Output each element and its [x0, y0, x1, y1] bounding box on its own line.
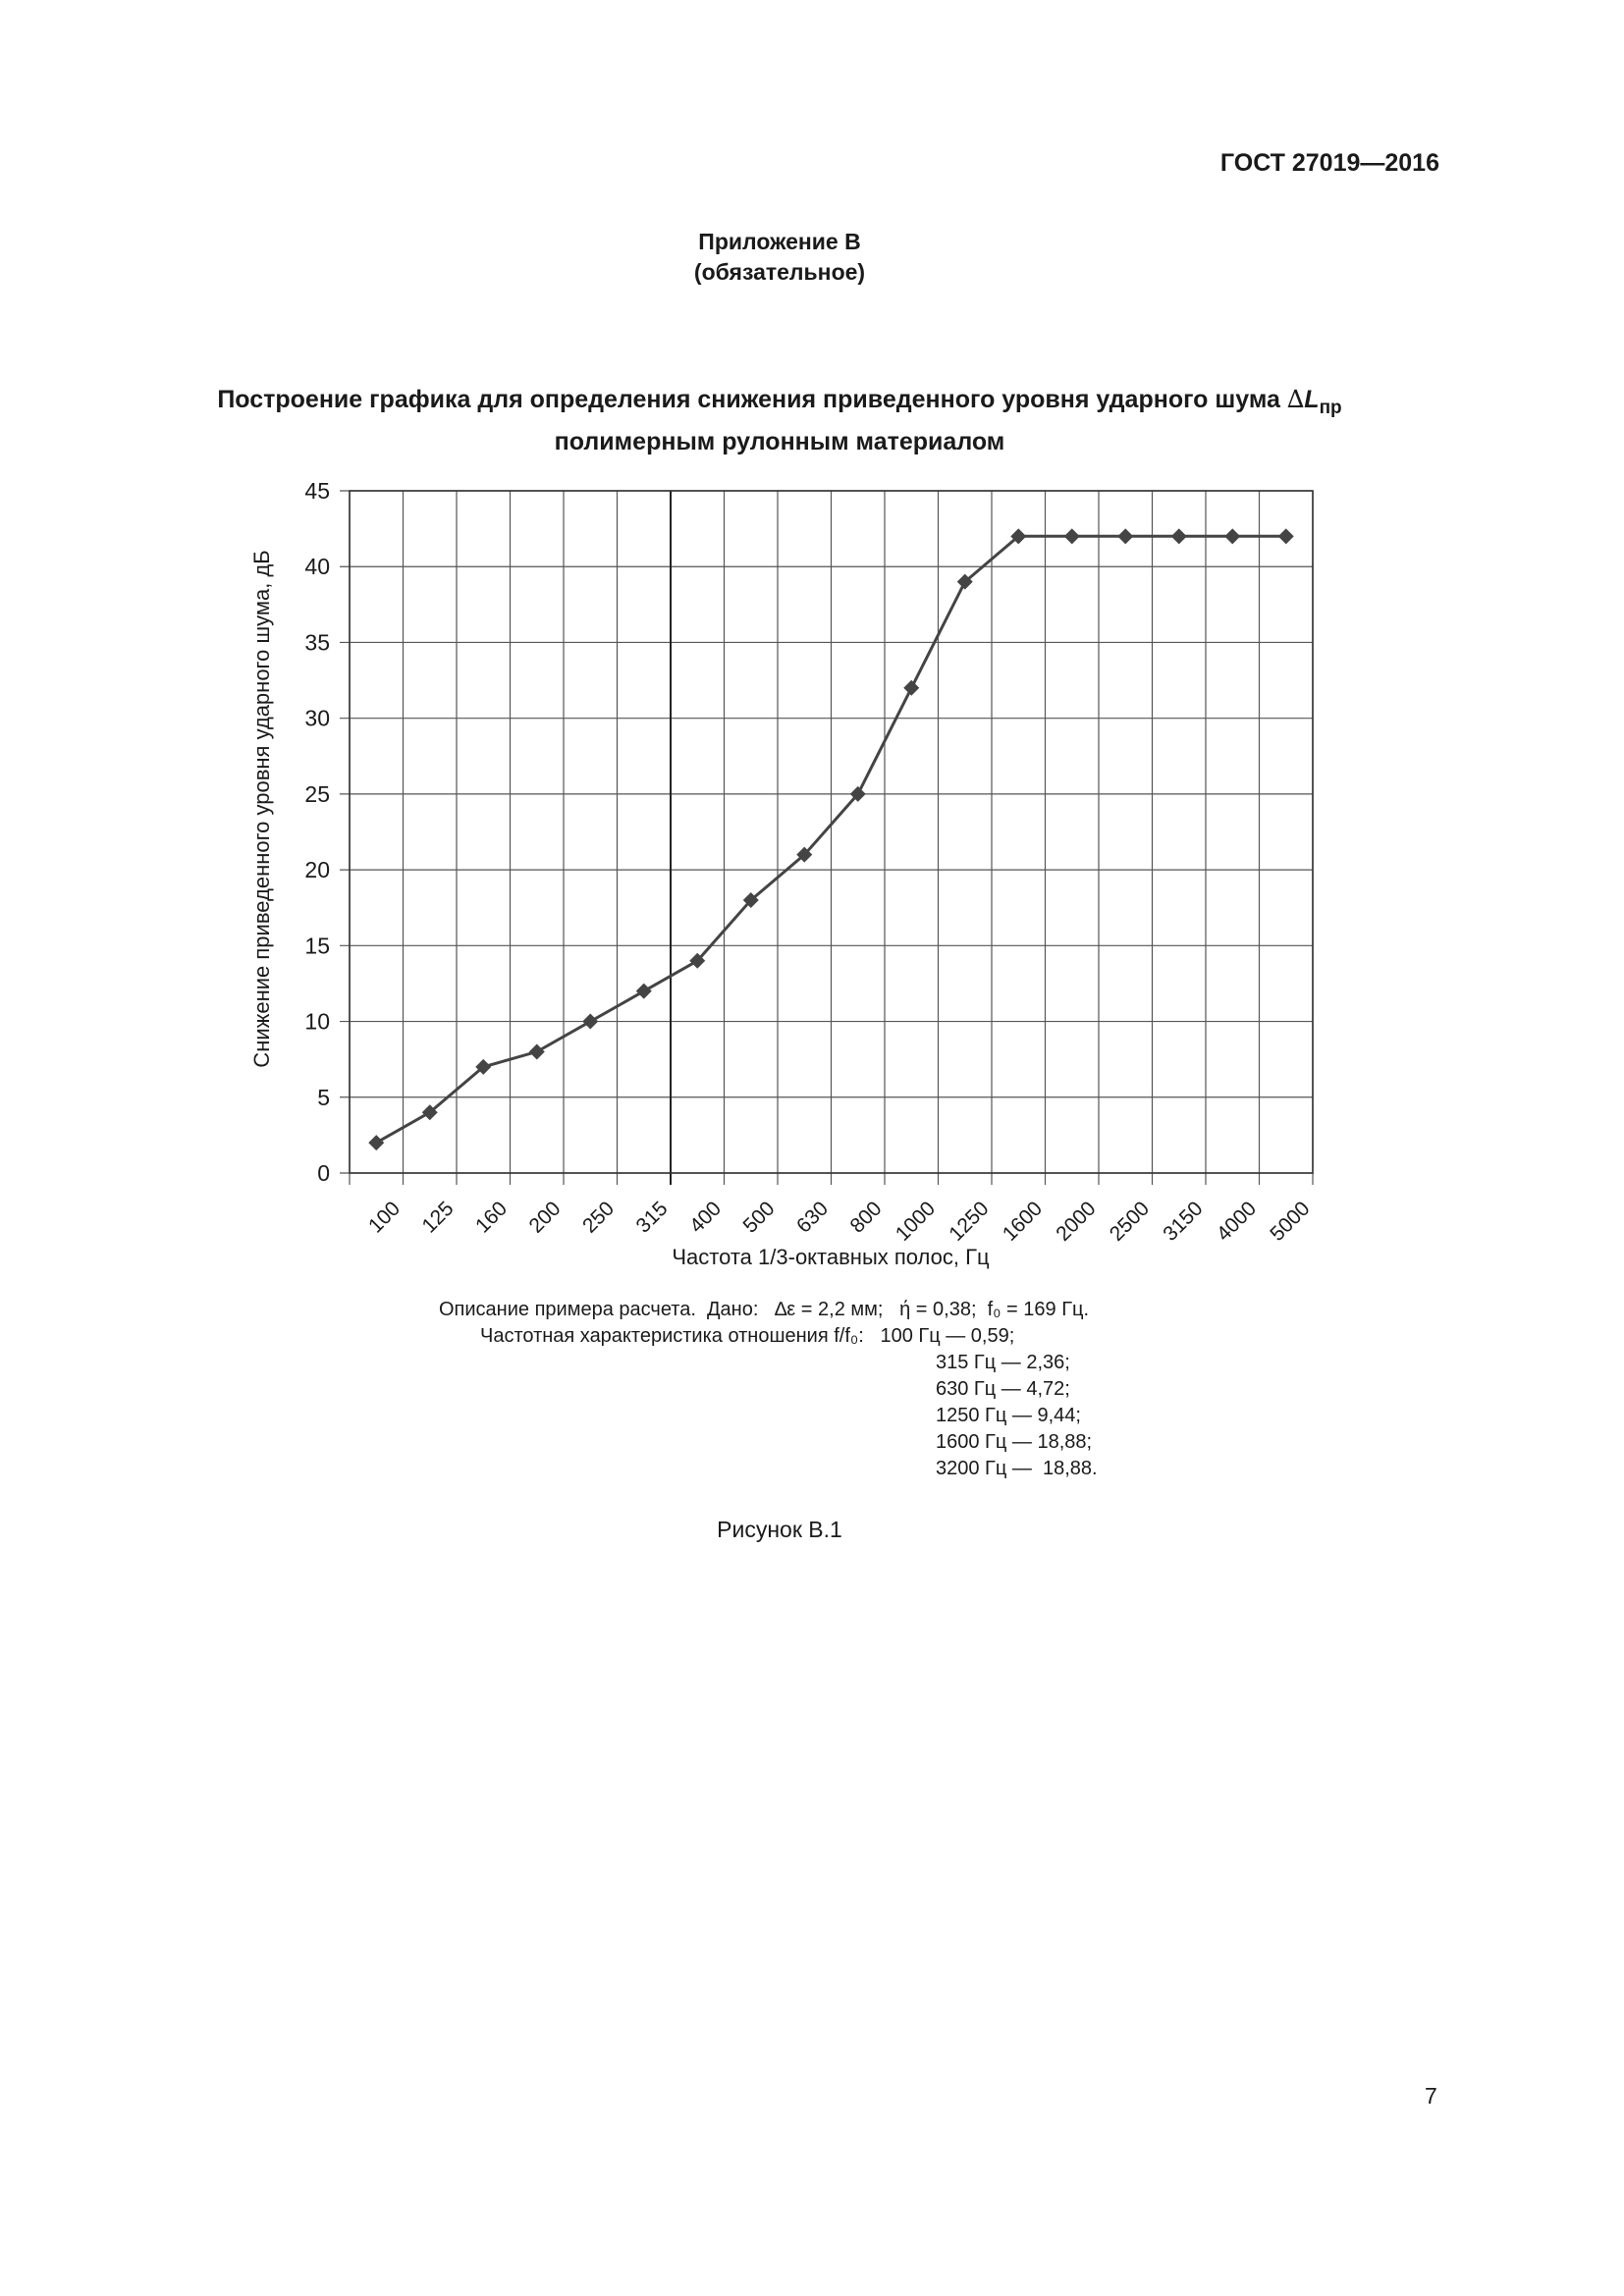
- y-tick-label: 20: [304, 857, 330, 883]
- y-tick-labels: [304, 478, 330, 1186]
- description-value: 1250 Гц — 9,44;: [936, 1405, 1081, 1426]
- x-tick-label: 1600: [998, 1197, 1048, 1246]
- y-tick-label: 15: [304, 933, 330, 959]
- x-tick-label: 3150: [1159, 1197, 1208, 1246]
- description-value: 1600 Гц — 18,88;: [936, 1431, 1093, 1453]
- x-tick-label: 200: [524, 1197, 566, 1238]
- y-tick-label: 10: [304, 1008, 330, 1035]
- figure-caption: Рисунок В.1: [717, 1517, 842, 1542]
- data-point: [368, 1135, 384, 1150]
- x-tick-label: 4000: [1212, 1197, 1262, 1246]
- x-tick-label: 800: [845, 1197, 887, 1238]
- y-tick-label: 45: [304, 478, 330, 504]
- data-point: [1064, 528, 1080, 544]
- x-tick-label: 400: [685, 1197, 727, 1238]
- x-tick-label: 160: [471, 1197, 513, 1238]
- y-tick-label: 5: [317, 1084, 330, 1110]
- x-tick-labels: [364, 1198, 1315, 1246]
- l-symbol: L: [1304, 386, 1320, 413]
- annex-title: Приложение В: [698, 229, 861, 254]
- l-subscript: пр: [1319, 398, 1342, 418]
- figure-title-line1: Построение графика для определения снижения приведенного уровня ударного шума $\Delta L_{пр}$: [217, 385, 1342, 418]
- data-point: [1171, 528, 1187, 544]
- page-number: 7: [1425, 2083, 1437, 2109]
- x-tick-label: 630: [792, 1197, 834, 1238]
- x-tick-label: 5000: [1266, 1197, 1315, 1246]
- data-point: [636, 984, 652, 999]
- chart-grid: [340, 491, 1313, 1185]
- x-tick-label: 315: [631, 1197, 673, 1238]
- description-value: 630 Гц — 4,72;: [936, 1378, 1070, 1400]
- description-line-2: Частотная характеристика отношения f/f₀: 100 Гц — 0,59;: [480, 1325, 1015, 1347]
- y-axis-label: Снижение приведенного уровня ударного шума, дБ: [249, 550, 274, 1068]
- x-tick-label: 500: [738, 1197, 780, 1238]
- x-tick-label: 100: [364, 1197, 406, 1238]
- y-tick-label: 0: [317, 1160, 330, 1186]
- x-tick-label: 2500: [1105, 1197, 1155, 1246]
- delta-symbol: ∆: [1286, 385, 1305, 413]
- x-tick-label: 250: [578, 1197, 620, 1238]
- x-tick-label: 2000: [1052, 1197, 1101, 1246]
- description-value: 315 Гц — 2,36;: [936, 1352, 1070, 1373]
- description-line-1: Описание примера расчета. Дано: ∆ε = 2,2 мм; ή = 0,38; f₀ = 169 Гц.: [439, 1299, 1090, 1320]
- y-tick-label: 35: [304, 629, 330, 656]
- data-point: [582, 1014, 598, 1030]
- data-point: [903, 680, 919, 696]
- data-point: [1224, 528, 1240, 544]
- figure-title-line2: полимерным рулонным материалом: [554, 428, 1005, 455]
- y-tick-label: 40: [304, 554, 330, 580]
- data-point: [529, 1043, 545, 1059]
- data-point: [1278, 528, 1294, 544]
- x-tick-label: 125: [417, 1197, 459, 1238]
- x-axis-label: Частота 1/3-октавных полос, Гц: [672, 1245, 990, 1269]
- x-tick-label: 1250: [945, 1197, 994, 1246]
- data-point: [1117, 528, 1133, 544]
- y-tick-label: 30: [304, 705, 330, 731]
- x-tick-label: 1000: [891, 1197, 941, 1246]
- calculation-description: [439, 1297, 1098, 1482]
- document-id: ГОСТ 27019—2016: [1219, 149, 1439, 177]
- description-value: 3200 Гц — 18,88.: [936, 1458, 1098, 1479]
- annex-status: (обязательное): [693, 259, 866, 285]
- y-tick-label: 25: [304, 780, 330, 807]
